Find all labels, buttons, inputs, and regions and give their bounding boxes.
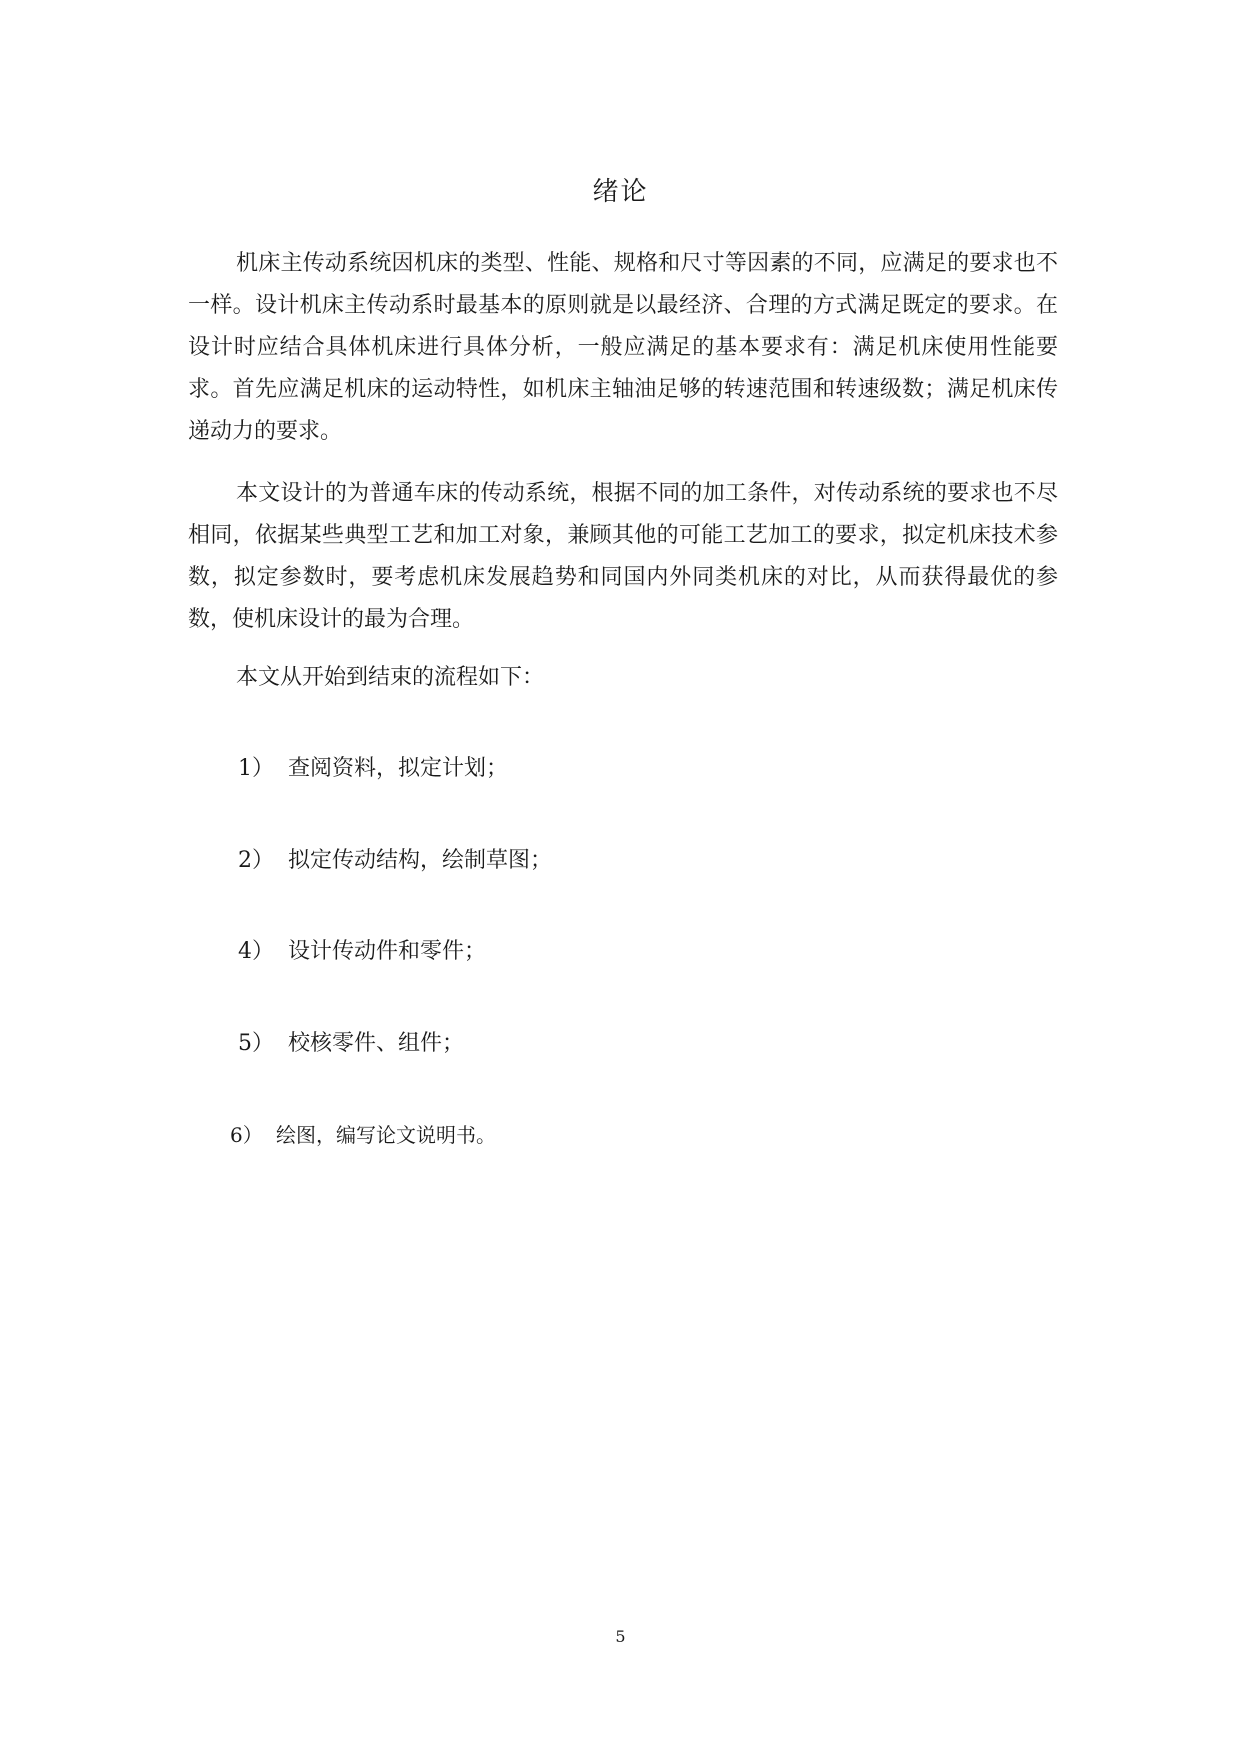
list-item-text: 校核零件、组件； (288, 1031, 465, 1056)
page-number: 5 (615, 1627, 626, 1646)
intro-paragraph-1: 机床主传动系统因机床的类型、性能、规格和尺寸等因素的不同，应满足的要求也不一样。设计机床主传动系时最基本的原则就是以最经济、合理的方式满足既定的要求。在设计时应结合具体机床进行具体分析，一般应满足的基本要求有：满足机床使用性能要求。首先应满足机床的运动特性，如机床主轴油足够的转速范围和转速级数；满足机床传递动力的要求。 (188, 251, 1058, 444)
list-item (230, 1118, 496, 1152)
list-item-number: 1） (238, 756, 274, 781)
list-item-text: 设计传动件和零件； (288, 939, 487, 964)
list-item (238, 1027, 464, 1061)
process-intro-paragraph: 本文从开始到结束的流程如下： (236, 665, 545, 690)
list-item-text: 查阅资料，拟定计划； (288, 756, 509, 781)
list-item (238, 752, 508, 786)
list-item-text: 绘图，编写论文说明书。 (276, 1123, 496, 1147)
list-item (238, 844, 552, 878)
list-item-text: 拟定传动结构，绘制草图； (288, 848, 553, 873)
page-title: 绪论 (592, 177, 649, 207)
list-item-number: 5） (238, 1031, 274, 1056)
list-item-number: 4） (238, 939, 274, 964)
intro-paragraph-2: 本文设计的为普通车床的传动系统，根据不同的加工条件，对传动系统的要求也不尽相同，依据某些典型工艺和加工对象，兼顾其他的可能工艺加工的要求，拟定机床技术参数，拟定参数时，要考虑机床发展趋势和同国内外同类机床的对比，从而获得最优的参数，使机床设计的最为合理。 (188, 481, 1058, 632)
list-item (238, 935, 486, 969)
list-item-number: 6） (230, 1123, 263, 1147)
list-item-number: 2） (238, 848, 274, 873)
